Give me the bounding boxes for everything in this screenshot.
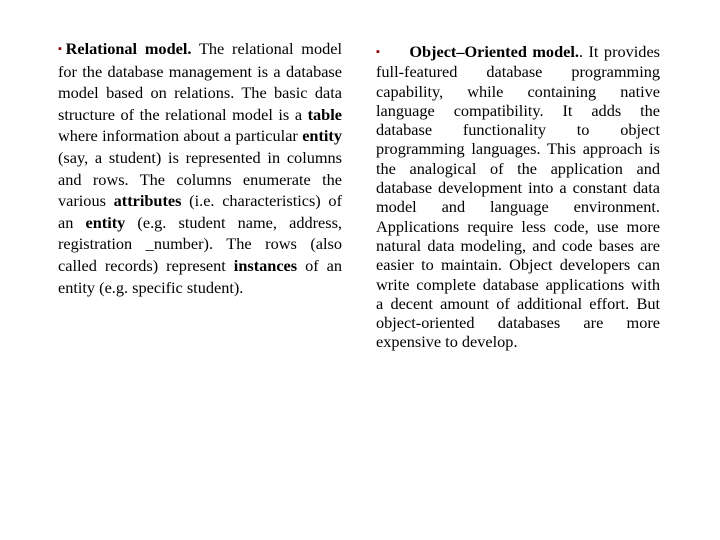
text: (e.g. student name, address, registration _number). The rows (also called records) represent — [58, 212, 343, 275]
term-instances: instances — [233, 255, 298, 275]
text: . It provides full-featured database programming capability, while containing native language compatibility. It adds the database functionality to object programming languages. This approach is the analogical of the application and database development into a constant data model and language environment. Applications require less code, use more natural data modeling, and code bases are easier to maintain. Object developers can write complete database applications with a decent amount of additional effort. But object-oriented databases are more expensive to develop. — [376, 42, 661, 352]
relational-model-paragraph — [58, 38, 342, 298]
text: The relational model for the database management is a database model based on relations. The basic data structure of the relational model is a — [58, 39, 343, 124]
object-oriented-model-heading: Object–Oriented model. — [409, 42, 579, 61]
bullet-icon: ▪ — [376, 46, 382, 58]
relational-model-heading: Relational model. — [65, 39, 192, 58]
term-entity: entity — [302, 126, 342, 146]
text: where information about a particular — [58, 126, 303, 146]
term-attributes: attributes — [113, 191, 182, 211]
text: (say, a student) is represented in columns and rows. The columns enumerate the various — [58, 147, 342, 211]
text: of an entity (e.g. specific student). — [58, 255, 343, 297]
term-entity: entity — [85, 212, 126, 232]
text: (i.e. characteristics) of an — [58, 191, 342, 232]
bullet-icon: ▪ — [58, 43, 66, 55]
term-table: table — [307, 104, 342, 124]
object-oriented-model-paragraph — [376, 42, 660, 352]
